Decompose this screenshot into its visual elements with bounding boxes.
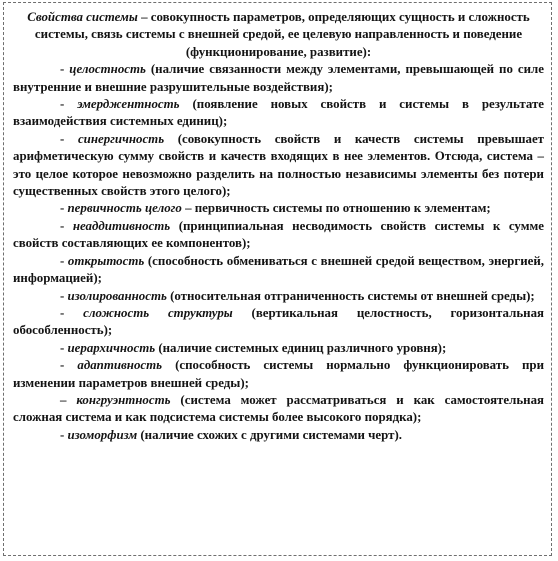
text-frame (3, 2, 552, 556)
intro-text: – совокупность параметров, определяющих сущность и сложность системы, связь системы с внешней средой, ее целевую направленность и поведение (функционирование, развитие): (34, 10, 530, 59)
property-item-isomorphism (13, 427, 544, 444)
item-term: изоморфизм (67, 427, 138, 442)
item-term: изолированность (67, 288, 167, 303)
property-item-congruence (13, 392, 544, 427)
item-dash: - (60, 358, 78, 373)
item-dash: - (60, 305, 84, 320)
property-item-integrity (13, 61, 544, 96)
item-dash: - (60, 218, 73, 233)
item-term: первичность целого (67, 201, 182, 216)
item-dash: - (60, 427, 68, 442)
item-term: сложность структуры (83, 305, 233, 320)
item-text: (наличие связанности между элементами, превышающей по силе внутренние и внешние разрушительные воздействия); (13, 62, 544, 94)
item-text: (способность обмениваться с внешней средой веществом, энергией, информацией); (13, 253, 545, 286)
item-term: неаддитивность (72, 218, 171, 233)
property-item-primacy (13, 200, 544, 217)
property-item-hierarchy (13, 340, 544, 357)
item-term: целостность (69, 62, 146, 77)
item-dash: - (60, 253, 68, 268)
item-dash: - (60, 288, 68, 303)
property-item-isolation (13, 288, 544, 305)
item-term: адаптивность (77, 358, 163, 373)
item-text: (относительная отграниченность системы от внешней среды); (166, 288, 535, 303)
item-text: (наличие схожих с другими системами черт). (137, 427, 402, 442)
property-item-adaptivity (13, 357, 544, 392)
document-body (13, 9, 544, 444)
property-item-synergy (13, 131, 544, 201)
item-dash: - (60, 131, 78, 146)
item-term: синергичность (77, 131, 165, 146)
item-dash: - (60, 97, 78, 112)
item-text: (система может рассматриваться и как самостоятельная сложная система и как подсистема системы более высокого порядка); (13, 392, 544, 425)
item-text: (вертикальная целостность, горизонтальная обособленность); (13, 305, 544, 338)
property-item-nonadditivity (13, 218, 544, 253)
item-text: (принципиальная несводимость свойств системы к сумме свойств составляющих ее компонентов); (13, 218, 544, 251)
item-text: (появление новых свойств и системы в результате взаимодействия системных единиц); (13, 97, 545, 129)
item-term: открытость (67, 253, 145, 268)
property-item-emergence (13, 96, 544, 131)
item-dash: - (60, 201, 68, 216)
item-dash: - (60, 62, 70, 77)
property-item-structure-complexity (13, 305, 544, 340)
item-term: эмерджентность (77, 97, 180, 112)
intro-paragraph (13, 9, 544, 61)
item-dash: – (60, 392, 77, 407)
item-text: – первичность системы по отношению к элементам; (181, 201, 491, 216)
property-item-openness (13, 253, 544, 288)
item-term: конгруэнтность (76, 392, 171, 407)
item-text: (совокупность свойств и качеств системы превышает арифметическую сумму свойств и качеств входящих в нее элементов. Отсюда, система – это целое которое невозможно разделить на полностью независимы элементы без потери существенных свойств этого целого); (13, 131, 544, 199)
item-dash: - (60, 340, 68, 355)
item-text: (наличие системных единиц различного уровня); (155, 340, 447, 355)
intro-term: Свойства системы (27, 10, 138, 24)
item-text: (способность системы нормально функционировать при изменении параметров внешней среды); (13, 358, 545, 390)
item-term: иерархичность (67, 340, 156, 355)
